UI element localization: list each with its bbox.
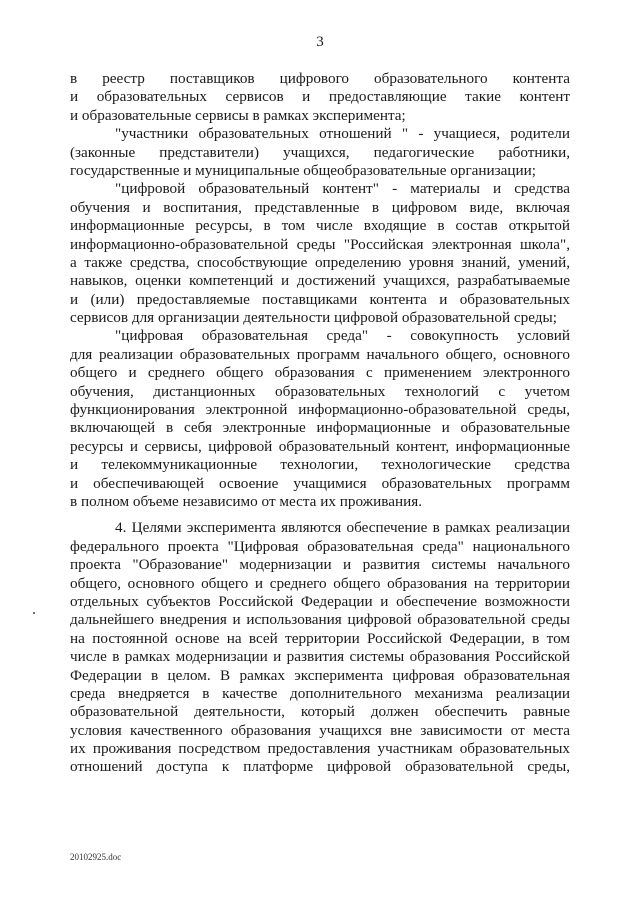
text-line: отношений доступа к платформе цифровой образовательной среды, — [70, 758, 570, 776]
text-line: "участники образовательных отношений " - учащиеся, родители — [115, 125, 570, 143]
text-line: включающей в себя электронные информационные и образовательные — [70, 419, 570, 437]
text-line: общего и среднего общего образования с применением электронного — [70, 364, 570, 382]
text-line: для реализации образовательных программ начального общего, основного — [70, 345, 570, 363]
page-number: 3 — [316, 34, 324, 50]
text-line: дальнейшего внедрения и использования цифровой образовательной среды — [70, 611, 570, 629]
text-line: образовательной деятельности, который должен обеспечить равные — [70, 703, 570, 721]
text-line: навыков, оценки компетенций и достижений учащихся, разрабатываемые — [70, 272, 570, 290]
text-line: функционирования электронной информационно-образовательной среды, — [70, 401, 570, 419]
text-line: и телекоммуникационные технологии, технологические средства — [70, 456, 570, 474]
text-line: обучения, дистанционных образовательных технологий с учетом — [70, 382, 570, 400]
text-line: и образовательные сервисы в рамках эксперимента; — [70, 106, 406, 124]
text-line: ресурсы и сервисы, цифровой образовательный контент, информационные — [70, 437, 570, 455]
body-text — [70, 70, 570, 777]
text-line: и (или) предоставляемые поставщиками контента и образовательных — [70, 290, 570, 308]
text-line: числе в рамках модернизации и развития системы образования Российской — [70, 648, 570, 666]
text-line: информационные ресурсы, в том числе входящие в состав открытой — [70, 217, 570, 235]
text-line: обучения и воспитания, представленные в цифровом виде, включая — [70, 198, 570, 216]
text-line: "цифровой образовательный контент" - материалы и средства — [115, 180, 570, 198]
text-line: сервисов для организации деятельности цифровой образовательной среды; — [70, 309, 557, 327]
text-line: а также средства, способствующие определению уровня знаний, умений, — [70, 253, 570, 271]
text-line: (законные представители) учащихся, педагогические работники, — [70, 143, 570, 161]
text-line: федерального проекта "Цифровая образовательная среда" национального — [70, 537, 570, 555]
text-line: проекта "Образование" модернизации и развития системы начального — [70, 556, 570, 574]
text-line: на постоянной основе на всей территории Российской Федерации, в том — [70, 629, 570, 647]
text-line: и образовательных сервисов и предоставляющие такие контент — [70, 88, 570, 106]
text-line: в реестр поставщиков цифрового образовательного контента — [70, 70, 570, 87]
text-line: условия качественного образования учащихся вне зависимости от места — [70, 721, 570, 739]
text-line: государственные и муниципальные общеобразовательные организации; — [70, 161, 537, 179]
text-line: и обеспечивающей освоение учащимися образовательных программ — [70, 474, 570, 492]
text-line: 4. Целями эксперимента являются обеспечение в рамках реализации — [115, 519, 570, 537]
text-line: Федерации в целом. В рамках эксперимента цифровая образовательная — [70, 666, 570, 684]
margin-mark — [33, 612, 35, 614]
text-line: в полном объеме независимо от места их проживания. — [70, 492, 423, 510]
text-line: их проживания посредством предоставления участникам образовательных — [70, 740, 570, 758]
text-line: информационно-образовательной среды "Российская электронная школа", — [70, 235, 570, 253]
text-line: общего, основного общего и среднего общего образования на территории — [70, 574, 570, 592]
text-line: "цифровая образовательная среда" - совокупность условий — [115, 327, 570, 345]
footer-file-code: 20102925.doc — [70, 852, 122, 862]
text-line: отдельных субъектов Российской Федерации и обеспечение возможности — [70, 592, 570, 610]
text-line: среда внедряется в качестве дополнительного механизма реализации — [70, 684, 570, 702]
